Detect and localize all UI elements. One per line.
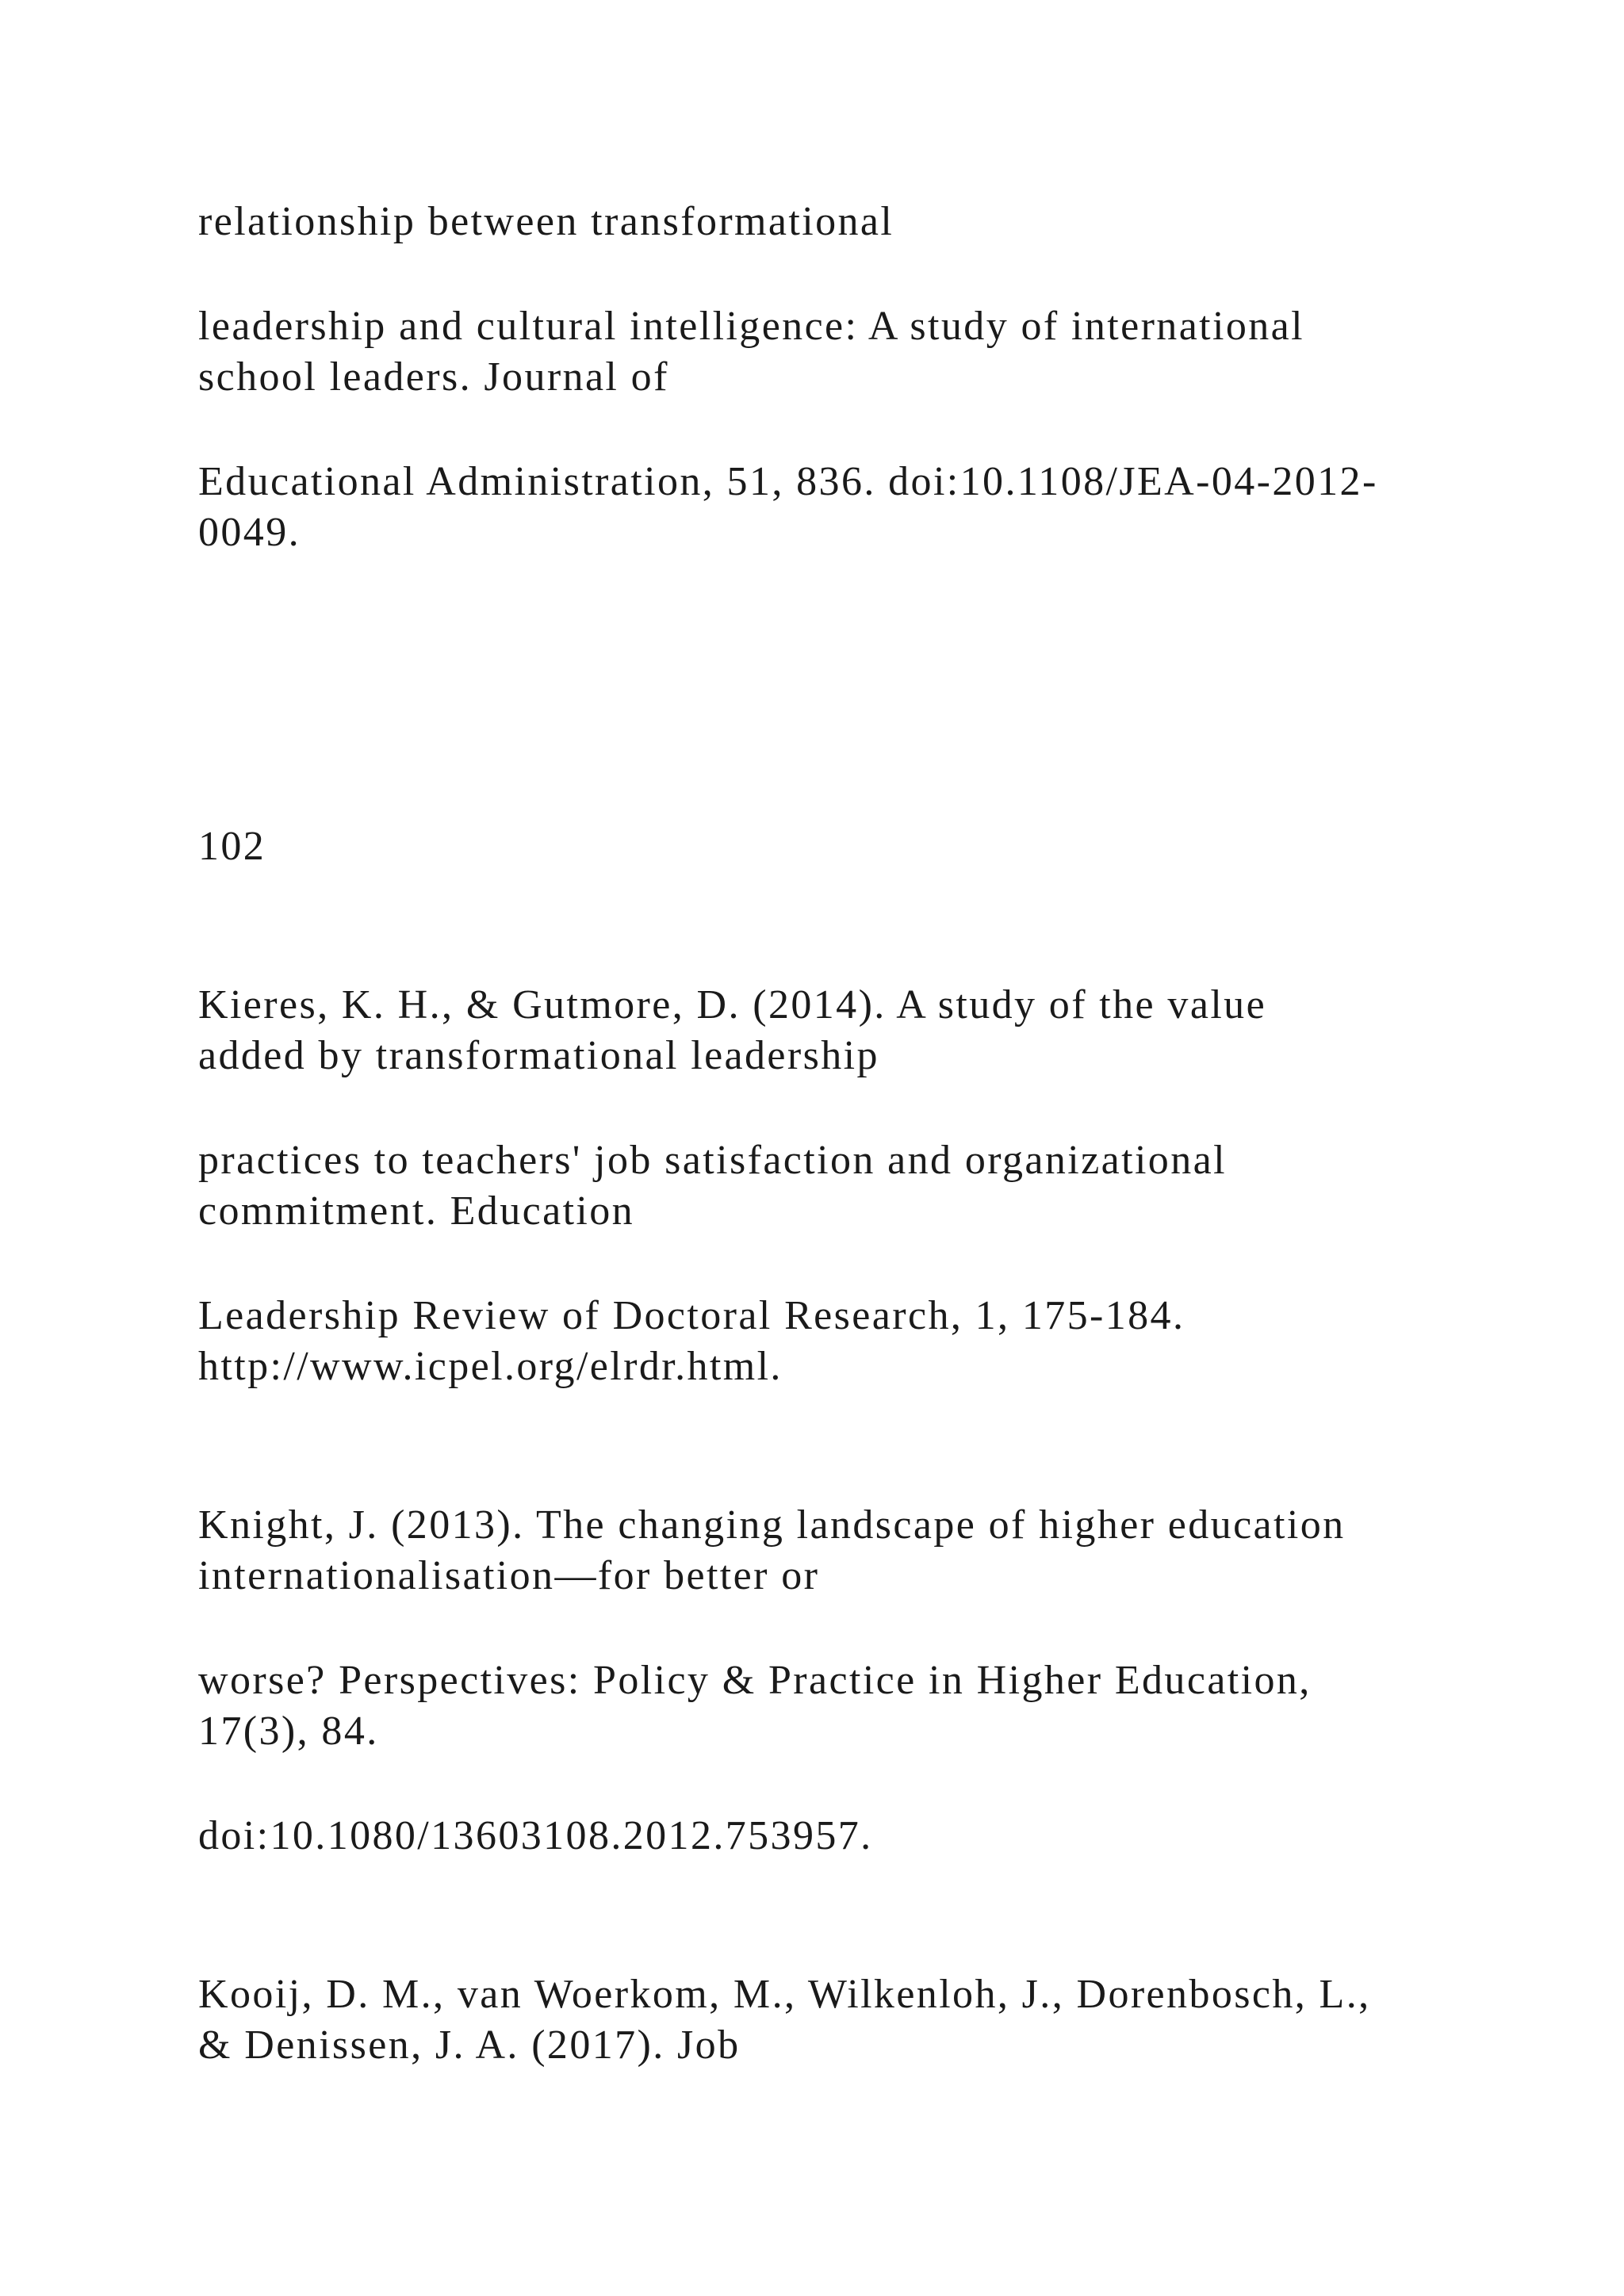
- text-line: practices to teachers' job satisfaction and organizational: [198, 1138, 1227, 1183]
- text-line: school leaders. Journal of: [198, 354, 669, 400]
- text-line: 0049.: [198, 510, 301, 555]
- text-line: relationship between transformational: [198, 199, 894, 244]
- text-line: Kooij, D. M., van Woerkom, M., Wilkenloh, J., Dorenbosch, L.,: [198, 1972, 1371, 2017]
- reference-url: http://www.icpel.org/elrdr.html.: [198, 1344, 783, 1389]
- text-line: internationalisation—for better or: [198, 1553, 820, 1598]
- text-line: Knight, J. (2013). The changing landscape of higher education: [198, 1502, 1346, 1548]
- text-line: commitment. Education: [198, 1188, 635, 1234]
- text-line: Kieres, K. H., & Gutmore, D. (2014). A study of the value: [198, 982, 1267, 1027]
- text-line: & Denissen, J. A. (2017). Job: [198, 2022, 741, 2068]
- page-number: 102: [198, 824, 266, 869]
- text-line: 17(3), 84.: [198, 1709, 379, 1754]
- text-line: Educational Administration, 51, 836. doi:10.1108/JEA-04-2012-: [198, 459, 1378, 504]
- text-line: Leadership Review of Doctoral Research, 1, 175-184.: [198, 1293, 1185, 1338]
- text-line: leadership and cultural intelligence: A study of international: [198, 304, 1304, 349]
- text-line: added by transformational leadership: [198, 1033, 879, 1078]
- reference-doi: doi:10.1080/13603108.2012.753957.: [198, 1813, 873, 1858]
- text-line: worse? Perspectives: Policy & Practice in Higher Education,: [198, 1658, 1312, 1703]
